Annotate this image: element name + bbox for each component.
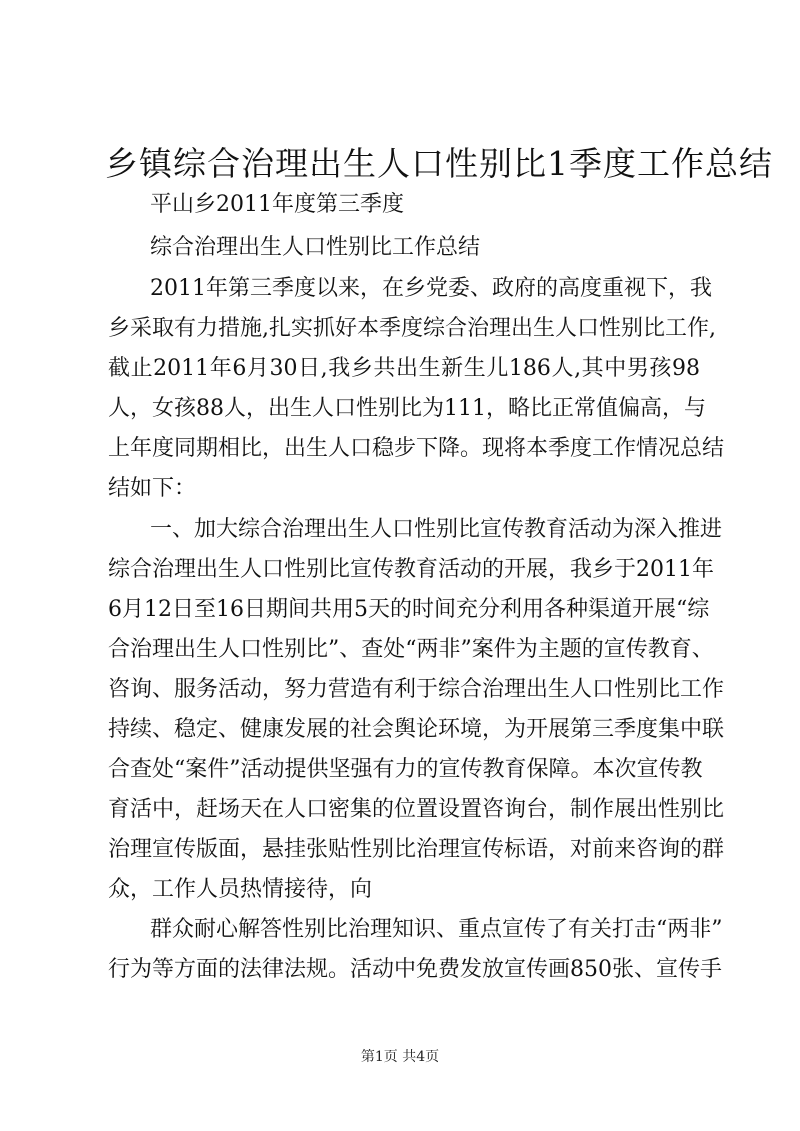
- subtitle-line: 综合治理出生人口性别比工作总结: [150, 235, 481, 260]
- paragraph-line: 6月12日至16日期间共用5天的时间充分利用各种渠道开展“综: [108, 597, 710, 622]
- paragraph-line: 结如下：: [108, 476, 197, 501]
- paragraph-line: 2011年第三季度以来，在乡党委、政府的高度重视下，我: [150, 276, 712, 301]
- paragraph-line: 人，女孩88人，出生人口性别比为111，略比正常值偏高，与: [108, 396, 706, 421]
- paragraph-line: 合查处“案件”活动提供坚强有力的宣传教育保障。本次宣传教: [108, 757, 703, 782]
- paragraph-line: 群众耐心解答性别比治理知识、重点宣传了有关打击“两非”: [150, 917, 723, 942]
- paragraph-line: 持续、稳定、健康发展的社会舆论环境，为开展第三季度集中联: [108, 717, 725, 742]
- paragraph-line: 合治理出生人口性别比”、查处“两非”案件为主题的宣传教育、: [108, 637, 714, 662]
- paragraph-line: 治理宣传版面，悬挂张贴性别比治理宣传标语，对前来咨询的群: [108, 837, 725, 862]
- paragraph-line: 一、加大综合治理出生人口性别比宣传教育活动为深入推进: [150, 517, 723, 542]
- paragraph-line: 综合治理出生人口性别比宣传教育活动的开展，我乡于2011年: [108, 557, 714, 582]
- paragraph-line: 咨询、服务活动，努力营造有利于综合治理出生人口性别比工作: [108, 677, 725, 702]
- subtitle-line: 平山乡2011年度第三季度: [150, 192, 404, 217]
- document-title: 乡镇综合治理出生人口性别比1季度工作总结: [105, 144, 773, 183]
- paragraph-line: 上年度同期相比，出生人口稳步下降。现将本季度工作情况总结: [108, 436, 725, 461]
- paragraph-line: 育活中，赶场天在人口密集的位置设置咨询台，制作展出性别比: [108, 797, 725, 822]
- paragraph-line: 行为等方面的法律法规。活动中免费发放宣传画850张、宣传手: [108, 957, 722, 982]
- paragraph-line: 众，工作人员热情接待，向: [108, 877, 373, 902]
- page-number-footer: 第1页 共4页: [360, 1049, 440, 1065]
- paragraph-line: 乡采取有力措施,扎实抓好本季度综合治理出生人口性别比工作,: [108, 316, 716, 341]
- paragraph-line: 截止2011年6月30日,我乡共出生新生儿186人,其中男孩98: [108, 356, 700, 381]
